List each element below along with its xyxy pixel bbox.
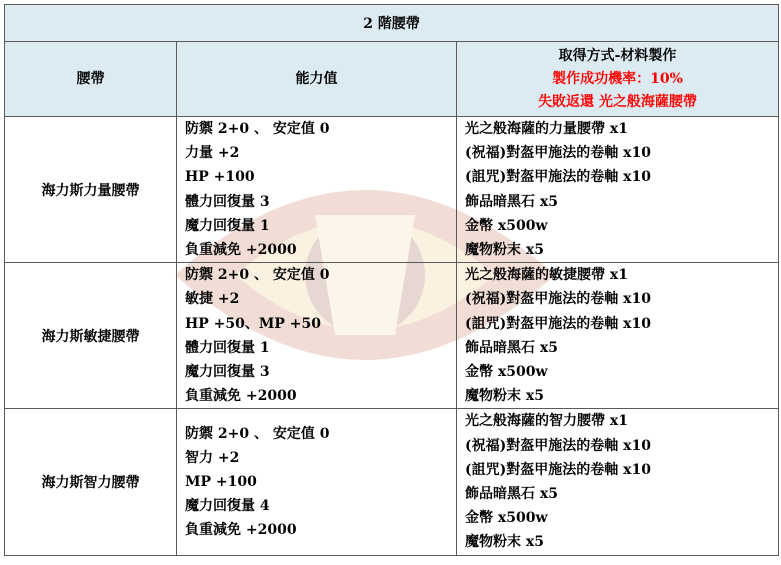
stat-line: 體力回復量 1 (185, 339, 270, 356)
stat-line: 魔力回復量 4 (185, 498, 270, 515)
material-line: (詛咒)對盔甲施法的卷軸 x10 (465, 461, 651, 478)
material-line: 金幣 x500w (465, 217, 548, 234)
stat-line: 魔力回復量 1 (185, 217, 270, 234)
stat-line: 魔力回復量 3 (185, 364, 270, 381)
material-line: 魔物粉末 x5 (465, 388, 544, 405)
table-row (5, 263, 779, 409)
header-method (457, 42, 779, 117)
table-title: 2 階腰帶 (5, 5, 779, 42)
belt-crafting-table (4, 4, 779, 556)
stat-line: 智力 +2 (185, 449, 240, 466)
stat-line: MP +100 (185, 473, 257, 490)
stat-line: 體力回復量 3 (185, 193, 270, 210)
material-line: 魔物粉末 x5 (465, 242, 544, 259)
material-line: 金幣 x500w (465, 364, 548, 381)
stat-line: 防禦 2+0 、 安定值 0 (185, 425, 330, 442)
belt-stats (177, 263, 457, 409)
material-line: 光之般海薩的敏捷腰帶 x1 (465, 267, 628, 284)
table-row (5, 117, 779, 263)
belt-materials (457, 263, 779, 409)
stat-line: HP +100 (185, 169, 255, 186)
stat-line: 防禦 2+0 、 安定值 0 (185, 267, 330, 284)
failure-return: 失敗返還 光之般海薩腰帶 (538, 93, 697, 110)
material-line: (詛咒)對盔甲施法的卷軸 x10 (465, 315, 651, 332)
stat-line: 負重減免 +2000 (185, 522, 297, 539)
belt-name: 海力斯力量腰帶 (5, 117, 177, 263)
stat-line: 敏捷 +2 (185, 291, 240, 308)
stat-line: 負重減免 +2000 (185, 242, 297, 259)
stat-line: HP +50、MP +50 (185, 315, 321, 332)
header-method-label: 取得方式-材料製作 (558, 47, 677, 64)
stat-line: 負重減免 +2000 (185, 388, 297, 405)
material-line: 光之般海薩的智力腰帶 x1 (465, 413, 628, 430)
material-line: 金幣 x500w (465, 510, 548, 527)
success-rate: 製作成功機率：10% (552, 70, 683, 87)
belt-stats (177, 117, 457, 263)
material-line: 光之般海薩的力量腰帶 x1 (465, 121, 628, 137)
material-line: (祝福)對盔甲施法的卷軸 x10 (465, 437, 651, 454)
material-line: 魔物粉末 x5 (465, 534, 544, 551)
material-line: (祝福)對盔甲施法的卷軸 x10 (465, 145, 651, 162)
material-line: (詛咒)對盔甲施法的卷軸 x10 (465, 169, 651, 186)
stat-line: 防禦 2+0 、 安定值 0 (185, 121, 330, 137)
material-line: (祝福)對盔甲施法的卷軸 x10 (465, 291, 651, 308)
belt-materials (457, 409, 779, 555)
header-stats: 能力值 (177, 42, 457, 117)
material-line: 飾品暗黑石 x5 (465, 339, 558, 356)
belt-name: 海力斯敏捷腰帶 (5, 263, 177, 409)
stat-line: 力量 +2 (185, 145, 240, 162)
header-belt: 腰帶 (5, 42, 177, 117)
belt-name: 海力斯智力腰帶 (5, 409, 177, 555)
material-line: 飾品暗黑石 x5 (465, 486, 558, 503)
material-line: 飾品暗黑石 x5 (465, 193, 558, 210)
belt-stats (177, 409, 457, 555)
table-row (5, 409, 779, 555)
belt-materials (457, 117, 779, 263)
